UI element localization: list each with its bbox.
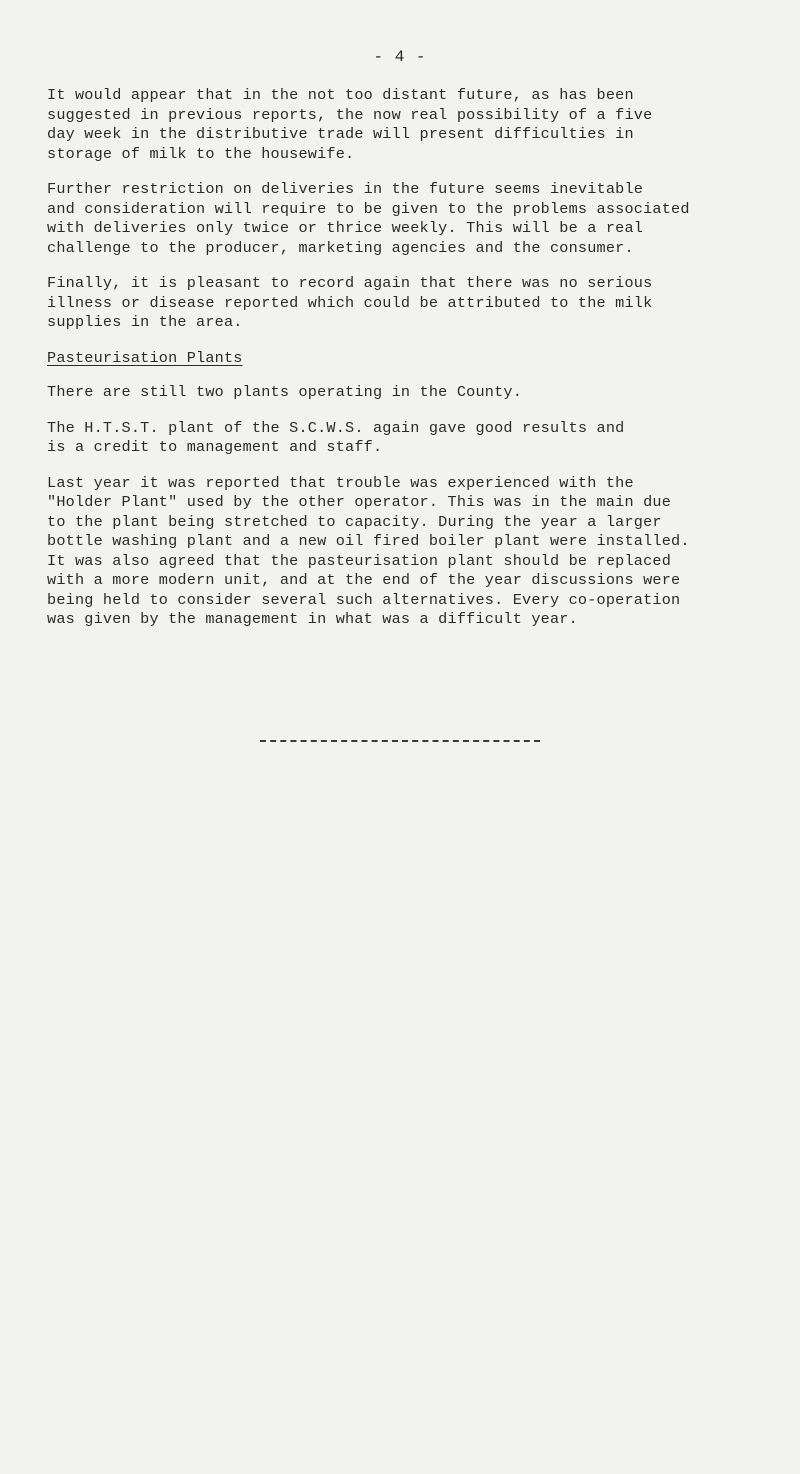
document-body [47, 86, 767, 646]
paragraph-delivery-restriction: Further restriction on deliveries in the future seems inevitable and consideration will require to be given to the problems associated with deliveries only twice or thrice weekly. This will be a real challenge to the producer, marketing agencies and the consumer. [47, 180, 690, 257]
paragraph-no-illness: Finally, it is pleasant to record again that there was no serious illness or disease reported which could be attributed to the milk supplies in the area. [47, 274, 653, 331]
paragraph-htst-plant: The H.T.S.T. plant of the S.C.W.S. again gave good results and is a credit to management and staff. [47, 418, 625, 456]
section-heading-pasteurisation: Pasteurisation Plants [47, 348, 243, 367]
paragraph-milk-storage: It would appear that in the not too distant future, as has been suggested in previous reports, the now real possibility of a five day week in the distributive trade will present difficulties in storage of milk to the housewife. [47, 86, 653, 163]
paragraph-two-plants: There are still two plants operating in the County. [47, 383, 523, 401]
paragraph-holder-plant: Last year it was reported that trouble was experienced with the "Holder Plant" used by the other operator. This was in the main due to the plant being stretched to capacity. During the year a larger bottle washing plant and a new oil fired boiler plant were installed. It was also agreed that the pasteurisation plant should be replaced with a more modern unit, and at the end of the year discussions were being held to consider several such alternatives. Every co-operation was given by the management in what was a difficult year. [47, 473, 690, 628]
end-dashed-rule [260, 740, 540, 742]
page-number: - 4 - [373, 48, 427, 66]
